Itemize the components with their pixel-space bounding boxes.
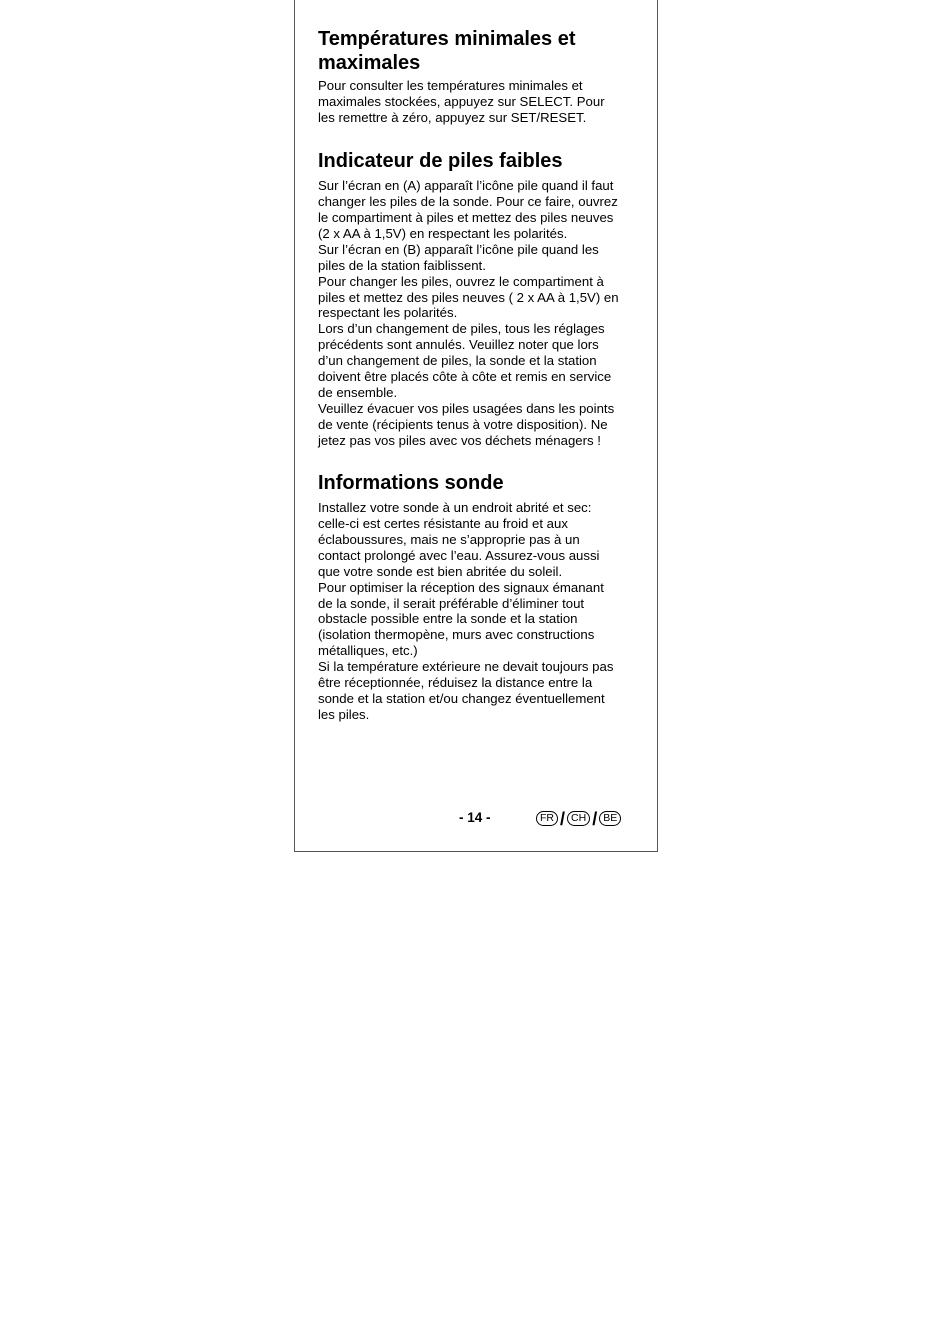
text-line: maximales stockées, appuyez sur SELECT. Pour: [318, 93, 605, 109]
text-line: être réceptionnée, réduisez la distance entre la: [318, 675, 593, 691]
section-heading: Indicateur de piles faibles: [318, 149, 563, 172]
text-line: (2 x AA à 1,5V) en respectant les polarités.: [318, 225, 568, 241]
text-line: piles de la station faiblissent.: [318, 257, 486, 273]
section-body: [318, 178, 640, 448]
code-separator: /: [592, 808, 598, 829]
text-line: le compartiment à piles et mettez des piles neuves: [318, 210, 614, 226]
section-body: [318, 78, 640, 126]
text-line: changer les piles de la sonde. Pour ce faire, ouvrez: [318, 194, 618, 210]
text-line: d’un changement de piles, la sonde et la station: [318, 353, 597, 369]
text-line: Si la température extérieure ne devait toujours pas: [318, 659, 614, 675]
text-line: éclaboussures, mais ne s’approprie pas à un: [318, 531, 580, 547]
text-line: Veuillez évacuer vos piles usagées dans les points: [318, 400, 615, 416]
section-low-battery-indicator: [318, 150, 640, 449]
section-body: [318, 500, 640, 723]
country-code-fr: FR: [536, 811, 558, 826]
text-line: de vente (récipients tenus à votre disposition). Ne: [318, 416, 608, 432]
text-line: contact prolongé avec l’eau. Assurez-vous aussi: [318, 547, 600, 563]
text-line: respectant les polarités.: [318, 305, 458, 321]
text-line: Pour changer les piles, ouvrez le compartiment à: [318, 273, 604, 289]
document-content: [318, 28, 640, 723]
text-line: que votre sonde est bien abritée du soleil.: [318, 563, 563, 579]
text-line: de ensemble.: [318, 385, 398, 400]
text-line: jetez pas vos piles avec vos déchets ménagers !: [318, 432, 601, 448]
section-heading: Températures minimales et maximales: [318, 28, 576, 74]
text-line: (isolation thermopène, murs avec constructions: [318, 627, 595, 643]
text-line: doivent être placés côte à côte et remis en service: [318, 369, 612, 385]
country-code-ch: CH: [567, 811, 590, 826]
text-line: piles et mettez des piles neuves ( 2 x AA à 1,5V) en: [318, 289, 619, 305]
text-line: sonde et la station et/ou changez éventuellement: [318, 691, 605, 706]
text-line: Pour optimiser la réception des signaux émanant: [318, 579, 604, 595]
text-line: Lors d’un changement de piles, tous les réglages: [318, 321, 605, 337]
text-line: précédents sont annulés. Veuillez noter que lors: [318, 337, 599, 353]
section-heading: Informations sonde: [318, 471, 504, 494]
text-line: obstacle possible entre la sonde et la station: [318, 611, 578, 627]
code-separator: /: [560, 808, 566, 829]
section-min-max-temperatures: [318, 28, 640, 126]
text-line: métalliques, etc.): [318, 643, 418, 659]
text-line: Pour consulter les températures minimales et: [318, 78, 583, 93]
text-line: Installez votre sonde à un endroit abrité et sec:: [318, 500, 592, 516]
text-line: Sur l’écran en (A) apparaît l’icône pile quand il faut: [318, 178, 614, 194]
country-codes: [536, 808, 621, 829]
text-line: de la sonde, il serait préférable d’éliminer tout: [318, 595, 585, 611]
text-line: les remettre à zéro, appuyez sur SET/RESET.: [318, 109, 587, 125]
text-line: les piles.: [318, 706, 370, 722]
text-line: Sur l’écran en (B) apparaît l’icône pile quand les: [318, 241, 599, 257]
country-code-be: BE: [599, 811, 621, 826]
page-number: - 14 -: [459, 810, 491, 825]
text-line: celle-ci est certes résistante au froid et aux: [318, 516, 568, 532]
section-probe-information: [318, 472, 640, 723]
